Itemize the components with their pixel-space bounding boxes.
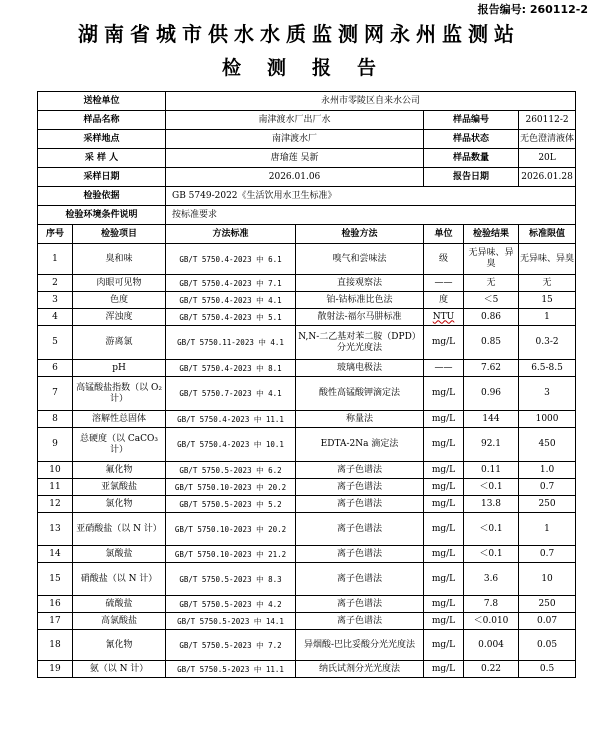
table-row <box>38 244 576 275</box>
row-unit: mg/L <box>424 596 464 613</box>
row-result: 0.85 <box>464 326 519 360</box>
row-test-method: 离子色谱法 <box>296 462 424 479</box>
row-unit: 度 <box>424 292 464 309</box>
row-method-standard: GB/T 5750.10-2023 中 20.2 <box>166 513 296 546</box>
row-method-standard: GB/T 5750.5-2023 中 7.2 <box>166 630 296 661</box>
table-row <box>38 479 576 496</box>
env-label: 检验环境条件说明 <box>38 206 166 225</box>
table-row <box>38 428 576 462</box>
row-result: 0.86 <box>464 309 519 326</box>
sample-name-label: 样品名称 <box>38 111 166 130</box>
report-date-value: 2026.01.28 <box>519 168 576 187</box>
report-date-label: 报告日期 <box>424 168 519 187</box>
row-limit: 0.7 <box>519 546 576 563</box>
row-limit: 0.3-2 <box>519 326 576 360</box>
row-no: 2 <box>38 275 73 292</box>
row-result: ＜0.1 <box>464 479 519 496</box>
row-result: 无异味、异臭 <box>464 244 519 275</box>
row-test-method: 异烟酸-巴比妥酸分光光度法 <box>296 630 424 661</box>
report-table <box>37 91 576 678</box>
sample-date-value: 2026.01.06 <box>166 168 424 187</box>
row-limit: 450 <box>519 428 576 462</box>
row-limit: 无异味、异臭 <box>519 244 576 275</box>
row-item: 亚硝酸盐（以 N 计） <box>73 513 166 546</box>
row-unit: mg/L <box>424 613 464 630</box>
row-method-standard: GB/T 5750.5-2023 中 11.1 <box>166 661 296 678</box>
row-result: 无 <box>464 275 519 292</box>
row-unit: mg/L <box>424 411 464 428</box>
row-result: 144 <box>464 411 519 428</box>
quantity-label: 样品数量 <box>424 149 519 168</box>
row-item: 臭和味 <box>73 244 166 275</box>
row-test-method: 纳氏试剂分光光度法 <box>296 661 424 678</box>
row-limit: 1.0 <box>519 462 576 479</box>
row-item: 色度 <box>73 292 166 309</box>
row-item: 氯化物 <box>73 496 166 513</box>
report-subtitle: 检测报告 <box>221 57 402 79</box>
location-label: 采样地点 <box>38 130 166 149</box>
table-row <box>38 661 576 678</box>
row-test-method: 离子色谱法 <box>296 563 424 596</box>
row-method-standard: GB/T 5750.10-2023 中 20.2 <box>166 479 296 496</box>
row-item: 氰化物 <box>73 630 166 661</box>
row-limit: 0.7 <box>519 479 576 496</box>
row-limit: 250 <box>519 596 576 613</box>
row-item: 硫酸盐 <box>73 596 166 613</box>
row-result: 0.11 <box>464 462 519 479</box>
row-method-standard: GB/T 5750.11-2023 中 4.1 <box>166 326 296 360</box>
row-no: 7 <box>38 377 73 411</box>
row-test-method: 直接观察法 <box>296 275 424 292</box>
row-test-method: 嗅气和尝味法 <box>296 244 424 275</box>
row-no: 9 <box>38 428 73 462</box>
table-row <box>38 309 576 326</box>
table-row <box>38 613 576 630</box>
table-row <box>38 411 576 428</box>
row-item: 总硬度（以 CaCO₃计） <box>73 428 166 462</box>
basis-label: 检验依据 <box>38 187 166 206</box>
row-test-method: 离子色谱法 <box>296 479 424 496</box>
row-test-method: 铂-钴标准比色法 <box>296 292 424 309</box>
client-value: 永州市零陵区自来水公司 <box>166 92 576 111</box>
row-limit: 0.5 <box>519 661 576 678</box>
row-no: 11 <box>38 479 73 496</box>
report-number <box>478 1 588 17</box>
row-no: 18 <box>38 630 73 661</box>
row-no: 14 <box>38 546 73 563</box>
row-result: 13.8 <box>464 496 519 513</box>
row-limit: 0.05 <box>519 630 576 661</box>
row-result: ＜0.010 <box>464 613 519 630</box>
row-limit: 3 <box>519 377 576 411</box>
row-limit: 15 <box>519 292 576 309</box>
report-number-label: 报告编号: <box>477 3 526 16</box>
row-method-standard: GB/T 5750.7-2023 中 4.1 <box>166 377 296 411</box>
column-header-row <box>38 225 576 244</box>
info-row-dates <box>38 168 576 187</box>
row-test-method: N,N-二乙基对苯二胺（DPD）分光光度法 <box>296 326 424 360</box>
table-row <box>38 563 576 596</box>
col-header-std: 方法标准 <box>166 225 296 244</box>
row-item: 氨（以 N 计） <box>73 661 166 678</box>
table-row <box>38 630 576 661</box>
info-row-basis <box>38 187 576 206</box>
row-result: ＜0.1 <box>464 513 519 546</box>
row-test-method: EDTA-2Na 滴定法 <box>296 428 424 462</box>
row-no: 16 <box>38 596 73 613</box>
row-limit: 10 <box>519 563 576 596</box>
row-item: 游离氯 <box>73 326 166 360</box>
row-test-method: 称量法 <box>296 411 424 428</box>
row-unit: NTU <box>424 309 464 326</box>
row-unit: mg/L <box>424 479 464 496</box>
row-test-method: 玻璃电极法 <box>296 360 424 377</box>
row-method-standard: GB/T 5750.5-2023 中 8.3 <box>166 563 296 596</box>
row-method-standard: GB/T 5750.4-2023 中 6.1 <box>166 244 296 275</box>
row-test-method: 离子色谱法 <box>296 496 424 513</box>
col-header-limit: 标准限值 <box>519 225 576 244</box>
row-limit: 250 <box>519 496 576 513</box>
sample-name-value: 南津渡水厂出厂水 <box>166 111 424 130</box>
row-result: 0.96 <box>464 377 519 411</box>
col-header-result: 检验结果 <box>464 225 519 244</box>
row-no: 5 <box>38 326 73 360</box>
row-item: 氟化物 <box>73 462 166 479</box>
row-no: 17 <box>38 613 73 630</box>
quantity-value: 20L <box>519 149 576 168</box>
results-body <box>38 244 576 678</box>
row-test-method: 离子色谱法 <box>296 596 424 613</box>
location-value: 南津渡水厂 <box>166 130 424 149</box>
row-method-standard: GB/T 5750.4-2023 中 10.1 <box>166 428 296 462</box>
row-result: 3.6 <box>464 563 519 596</box>
col-header-no: 序号 <box>38 225 73 244</box>
row-item: 氯酸盐 <box>73 546 166 563</box>
row-unit: mg/L <box>424 661 464 678</box>
col-header-unit: 单位 <box>424 225 464 244</box>
row-no: 19 <box>38 661 73 678</box>
row-result: 7.62 <box>464 360 519 377</box>
row-test-method: 酸性高锰酸钾滴定法 <box>296 377 424 411</box>
sampler-value: 唐瑜莲 吴新 <box>166 149 424 168</box>
row-unit: mg/L <box>424 513 464 546</box>
info-row-client <box>38 92 576 111</box>
state-value: 无色澄清液体 <box>519 130 576 149</box>
row-result: ＜0.1 <box>464 546 519 563</box>
row-method-standard: GB/T 5750.4-2023 中 4.1 <box>166 292 296 309</box>
row-unit: mg/L <box>424 428 464 462</box>
client-label: 送检单位 <box>38 92 166 111</box>
table-row <box>38 513 576 546</box>
row-item: 浑浊度 <box>73 309 166 326</box>
report-number-value: 260112-2 <box>529 3 588 16</box>
sample-no-value: 260112-2 <box>519 111 576 130</box>
row-unit: mg/L <box>424 496 464 513</box>
row-item: 高锰酸盐指数（以 O₂计） <box>73 377 166 411</box>
info-row-env <box>38 206 576 225</box>
row-result: 7.8 <box>464 596 519 613</box>
sample-date-label: 采样日期 <box>38 168 166 187</box>
table-row <box>38 496 576 513</box>
row-method-standard: GB/T 5750.4-2023 中 5.1 <box>166 309 296 326</box>
sampler-label: 采 样 人 <box>38 149 166 168</box>
row-test-method: 散射法-福尔马肼标准 <box>296 309 424 326</box>
row-unit: mg/L <box>424 377 464 411</box>
row-no: 12 <box>38 496 73 513</box>
row-unit: mg/L <box>424 462 464 479</box>
row-method-standard: GB/T 5750.10-2023 中 21.2 <box>166 546 296 563</box>
row-method-standard: GB/T 5750.5-2023 中 14.1 <box>166 613 296 630</box>
info-row-location <box>38 130 576 149</box>
row-method-standard: GB/T 5750.4-2023 中 7.1 <box>166 275 296 292</box>
row-no: 13 <box>38 513 73 546</box>
table-row <box>38 360 576 377</box>
row-limit: 0.07 <box>519 613 576 630</box>
row-result: 92.1 <box>464 428 519 462</box>
row-item: 亚氯酸盐 <box>73 479 166 496</box>
row-limit: 1 <box>519 513 576 546</box>
row-no: 8 <box>38 411 73 428</box>
row-item: pH <box>73 360 166 377</box>
row-result: ＜5 <box>464 292 519 309</box>
row-result: 0.004 <box>464 630 519 661</box>
row-test-method: 离子色谱法 <box>296 546 424 563</box>
env-value: 按标准要求 <box>166 206 576 225</box>
row-limit: 无 <box>519 275 576 292</box>
basis-value: GB 5749-2022《生活饮用水卫生标准》 <box>166 187 576 206</box>
row-no: 3 <box>38 292 73 309</box>
sample-no-label: 样品编号 <box>424 111 519 130</box>
row-unit: mg/L <box>424 563 464 596</box>
row-limit: 1 <box>519 309 576 326</box>
row-unit: —— <box>424 360 464 377</box>
row-no: 6 <box>38 360 73 377</box>
row-unit: mg/L <box>424 630 464 661</box>
info-row-sampler <box>38 149 576 168</box>
col-header-item: 检验项目 <box>73 225 166 244</box>
row-no: 1 <box>38 244 73 275</box>
row-no: 10 <box>38 462 73 479</box>
row-result: 0.22 <box>464 661 519 678</box>
row-test-method: 离子色谱法 <box>296 613 424 630</box>
row-no: 15 <box>38 563 73 596</box>
report-title: 湖南省城市供水水质监测网永州监测站 <box>78 22 520 46</box>
row-item: 溶解性总固体 <box>73 411 166 428</box>
table-row <box>38 377 576 411</box>
table-row <box>38 326 576 360</box>
row-method-standard: GB/T 5750.5-2023 中 6.2 <box>166 462 296 479</box>
row-method-standard: GB/T 5750.5-2023 中 5.2 <box>166 496 296 513</box>
row-unit: 级 <box>424 244 464 275</box>
table-row <box>38 462 576 479</box>
table-row <box>38 275 576 292</box>
col-header-method: 检验方法 <box>296 225 424 244</box>
info-row-sample <box>38 111 576 130</box>
row-item: 硝酸盐（以 N 计） <box>73 563 166 596</box>
row-unit: mg/L <box>424 546 464 563</box>
row-method-standard: GB/T 5750.4-2023 中 8.1 <box>166 360 296 377</box>
row-item: 肉眼可见物 <box>73 275 166 292</box>
row-test-method: 离子色谱法 <box>296 513 424 546</box>
row-limit: 1000 <box>519 411 576 428</box>
state-label: 样品状态 <box>424 130 519 149</box>
table-row <box>38 546 576 563</box>
table-row <box>38 292 576 309</box>
row-limit: 6.5-8.5 <box>519 360 576 377</box>
row-item: 高氯酸盐 <box>73 613 166 630</box>
table-row <box>38 596 576 613</box>
row-method-standard: GB/T 5750.5-2023 中 4.2 <box>166 596 296 613</box>
row-no: 4 <box>38 309 73 326</box>
row-method-standard: GB/T 5750.4-2023 中 11.1 <box>166 411 296 428</box>
row-unit: —— <box>424 275 464 292</box>
row-unit: mg/L <box>424 326 464 360</box>
